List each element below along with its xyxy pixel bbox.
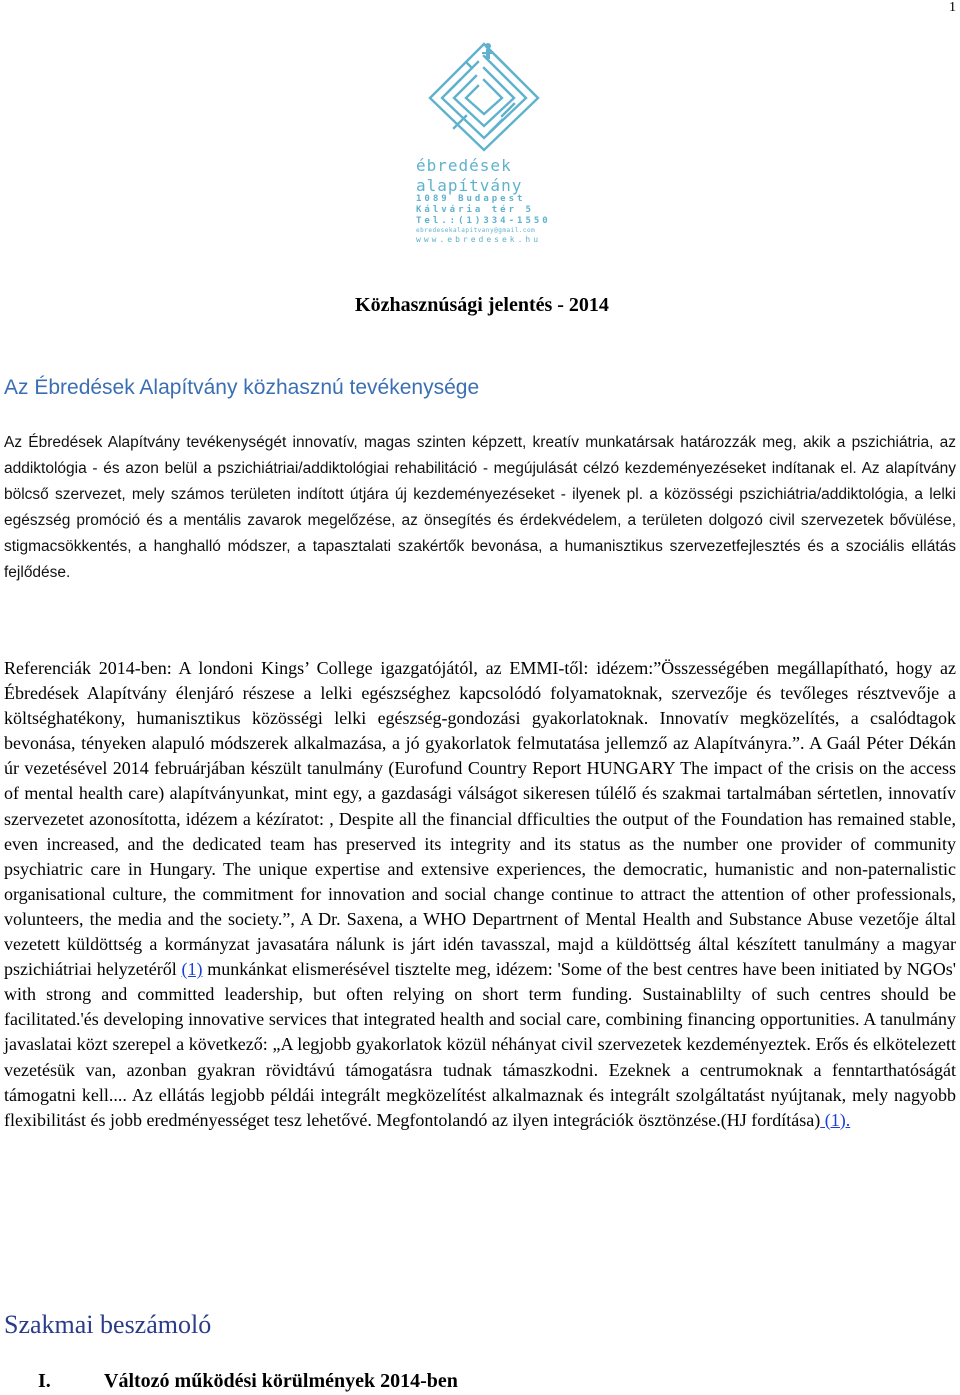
logo-phone: Tel.:(1)334-1550 — [416, 216, 551, 226]
subsection-title: Változó működési körülmények 2014-ben — [104, 1370, 458, 1392]
references-text-part2: munkánkat elismerésével tisztelte meg, idézem: 'Some of the best centres have been initiated by NGOs' with strong and committed leadership, but often relying on short term funding. Sustainablilty of such centres should be facilitated.'és developing innovative services that integrated health and social care, combining financing opportunities. A tanulmány javaslatai közt szerepel a következő: „A legjobb gyakorlatok közül néhányat civil szervezetek kezdeményeztek. Erős és elkötelezett vezetésük van, azonban gyakran rövidtávú támogatásra tudnak támaszkodni. Ezeknek a centrumoknak a fenntarthatóságát támogatni kell.... Az ellátás legjobb példái integrált megközelítést alkalmaznak és integrált szolgáltatást nyújtanak, mely nagyobb flexibilitást és jobb eredményességet tesz lehetővé. Megfontolandó az ilyen integrációk ösztönzése.(HJ fordítása) — [4, 959, 956, 1130]
section-heading: Az Ébredések Alapítvány közhasznú tevékenysége — [4, 376, 480, 399]
logo-website: www.ebredesek.hu — [416, 235, 542, 244]
intro-paragraph: Az Ébredések Alapítvány tevékenységét innovatív, magas szinten képzett, kreatív munkatársak határozzák meg, akik a pszichiátria, az addiktológia - és azon belül a pszichiátriai/addiktológiai rehabilitáció - megújulását célzó kezdeményezéseket indítanak el. Az alapítvány bölcső szervezet, mely számos területen indított útjára új kezdeményezéseket - ilyenek pl. a közösségi pszichiátria/addiktológia, a lelki egészség promóció és a mentális zavarok megelőzése, az önsegítés és érdekvédelem, a területen dolgozó civil szervezetek bővülése, stigmacsökkentés, a hanghalló módszer, a tapasztalati szakértők bevonása, a humanisztikus szervezetfejlesztés és a szociális ellátás fejlődése. — [4, 434, 956, 581]
logo-name-line2: alapítvány — [416, 176, 523, 195]
references-paragraph — [4, 656, 956, 1133]
logo-address-line1: 1089 Budapest — [416, 194, 526, 204]
logo-name-line1: ébredések — [416, 156, 512, 175]
foundation-logo — [416, 40, 552, 245]
document-title: Közhasznúsági jelentés - 2014 — [355, 294, 609, 316]
report-heading: Szakmai beszámoló — [4, 1310, 212, 1339]
references-text-part1: Referenciák 2014-ben: A londoni Kings’ College igazgatójától, az EMMI-től: idézem:”Összességében megállapítható, hogy az Ébredések Alapítvány élenjáró részese a lelki egészséghez kapcsolódó folyamatoknak, szervezője és tevőleges résztvevője a költséghatékony, humanisztikus közösségi lelki egészség-gondozási gyakorlatoknak. Innovatív megközelítés, a csalódtagok bevonása, tényeken alapuló módszerek alkalmazása, a jó gyakorlatok felmutatása jellemző az Alapítványra.”. A Gaál Péter Dékán úr vezetésével 2014 februárjában készült tanulmány (Eurofund Country Report HUNGARY The impact of the crisis on the access of mental health care) alapítványunkat, mint egy, a gazdasági válságot sikeresen túlélő és szakmai tartalmában sértetlen, innovatív szervezetet azonosította, idézem a kézíratot: , Despite all the financial dfficulties the output of the Foundation has remained stable, even increased, and the dedicated team has preserved its integrity and its status as the number one provider of community psychiatric care in Hungary. The unique expertise and extensive experiences, the democratic, humanistic and non-paternalistic organisational culture, the commitment for innovation and social change continue to attract the attention of other professionals, volunteers, the media and the society.”, A Dr. Saxena, a WHO Departrnent of Mental Health and Substance Abuse vezetője által vezetett küldöttség a kormányzat javasatára nálunk is járt idén tavasszal, majd a küldöttség által készített tanulmány a magyar pszichiátriai helyzetéről — [4, 658, 956, 980]
subsection-heading — [38, 1370, 458, 1393]
maze-logo-icon — [426, 40, 542, 154]
logo-address-line2: Kálvária tér 5 — [416, 205, 534, 215]
page-number: 1 — [949, 0, 956, 15]
footnote-link-1[interactable]: (1) — [181, 959, 203, 980]
footnote-link-2[interactable]: (1). — [820, 1109, 851, 1130]
logo-email: ebredesekalapitvany@gmail.com — [416, 227, 536, 234]
subsection-number: I. — [38, 1370, 51, 1392]
